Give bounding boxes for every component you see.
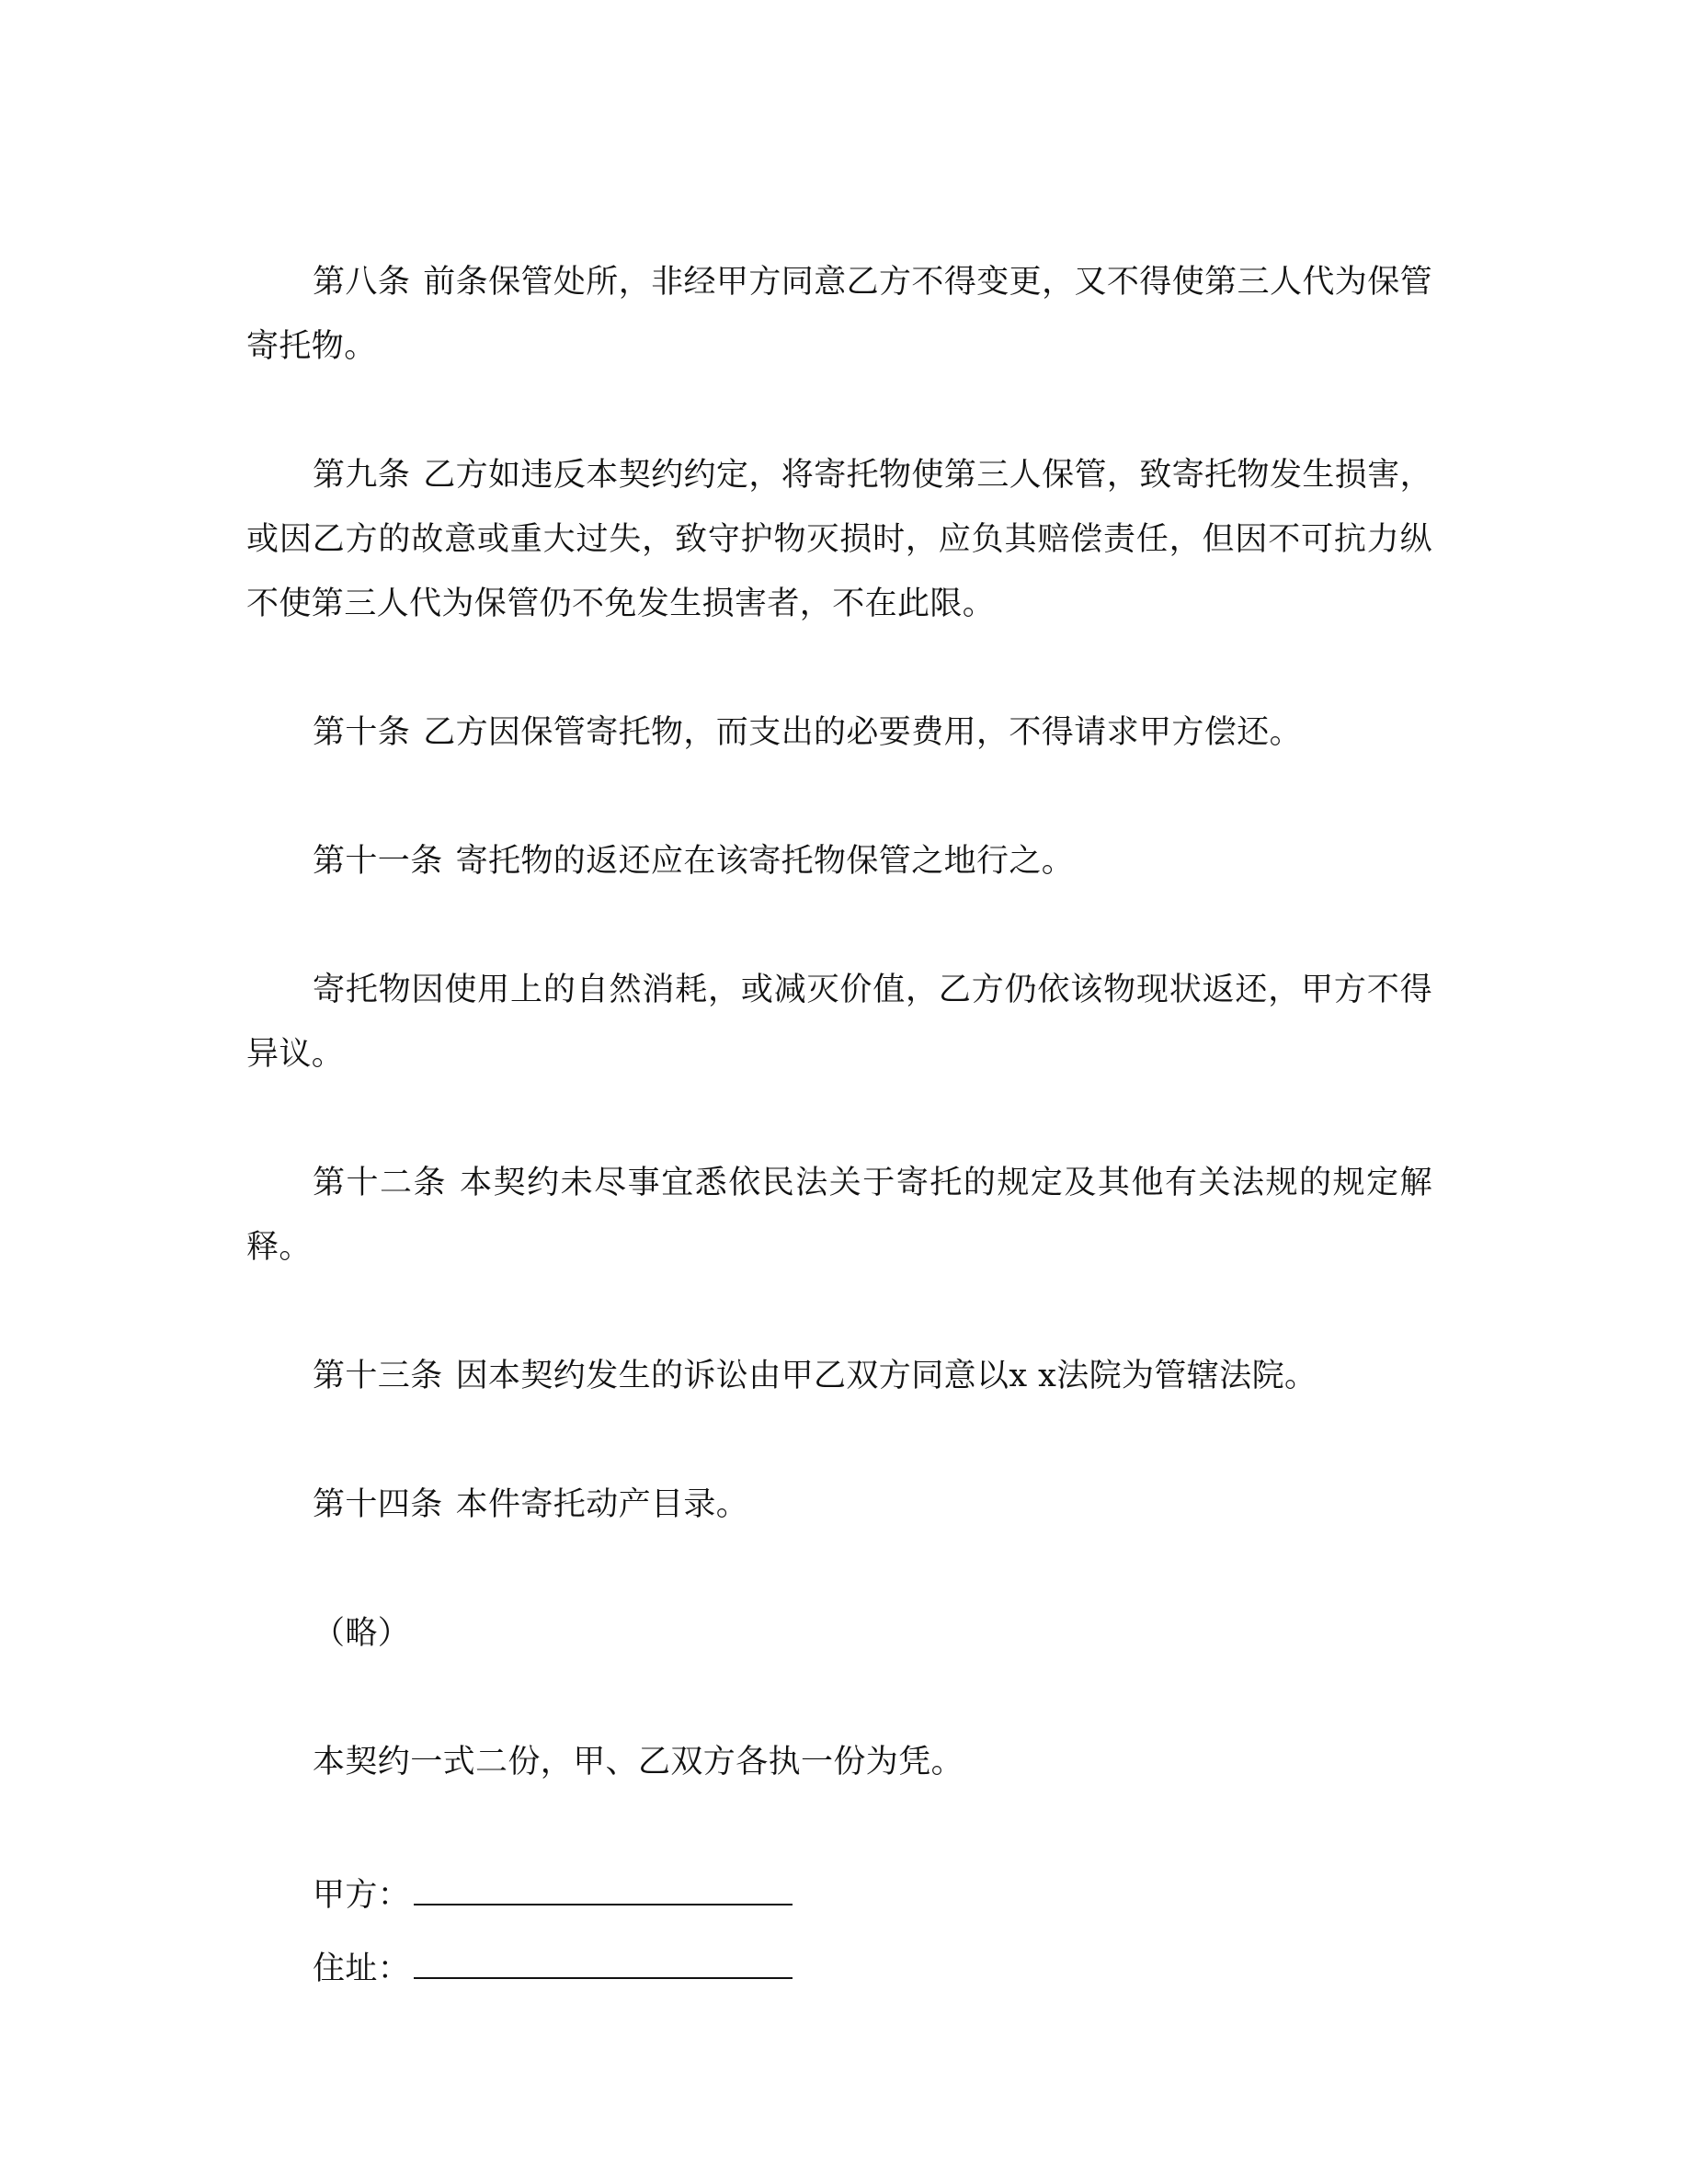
clause-heading: 第十二条 [313, 1165, 448, 1201]
omitted-note [246, 1601, 1432, 1666]
clause-heading: 第八条 [313, 264, 411, 301]
clause-11 [246, 829, 1432, 893]
address-label: 住址： [313, 1951, 411, 1987]
clause-text: 寄托物的返还应在该寄托物保管之地行之。 [455, 843, 1075, 880]
clause-text: 因本契约发生的诉讼由甲乙双方同意以x x法院为管辖法院。 [455, 1358, 1317, 1394]
clause-text: 乙方如违反本契约约定，将寄托物使第三人保管，致寄托物发生损害，或因乙方的故意或重大过失，致守护物灭损时，应负其赔偿责任，但因不可抗力纵不使第三人代为保管仍不免发生损害者，不在此限。 [246, 457, 1433, 622]
clause-text: 本件寄托动产目录。 [455, 1486, 749, 1523]
clause-11-continued [246, 958, 1432, 1086]
clause-8 [246, 250, 1432, 379]
clause-text: 前条保管处所，非经甲方同意乙方不得变更，又不得使第三人代为保管寄托物。 [246, 264, 1433, 365]
clause-9 [246, 443, 1432, 636]
signature-block [246, 1859, 1432, 2006]
clause-heading: 第十三条 [313, 1358, 443, 1394]
document-body [246, 250, 1432, 2006]
clause-14 [246, 1473, 1432, 1537]
party-a-label: 甲方： [313, 1877, 411, 1914]
party-a-line [246, 1859, 1432, 1932]
clause-text: 本契约一式二份，甲、乙双方各执一份为凭。 [313, 1744, 964, 1780]
clause-heading: 第十四条 [313, 1486, 443, 1523]
address-blank[interactable] [414, 1950, 793, 1979]
clause-10 [246, 700, 1432, 765]
clause-text: 本契约未尽事宜悉依民法关于寄托的规定及其他有关法规的规定解释。 [246, 1165, 1432, 1266]
clause-heading: 第十条 [313, 714, 411, 751]
clause-text: （略） [313, 1615, 411, 1652]
party-a-blank[interactable] [414, 1876, 793, 1905]
copies-statement [246, 1730, 1432, 1794]
clause-text: 寄托物因使用上的自然消耗，或减灭价值，乙方仍依该物现状返还，甲方不得异议。 [246, 972, 1432, 1073]
clause-13 [246, 1344, 1432, 1408]
clause-12 [246, 1151, 1432, 1280]
clause-heading: 第九条 [313, 457, 411, 494]
clause-text: 乙方因保管寄托物，而支出的必要费用，不得请求甲方偿还。 [423, 714, 1303, 751]
address-line [246, 1932, 1432, 2006]
clause-heading: 第十一条 [313, 843, 443, 880]
